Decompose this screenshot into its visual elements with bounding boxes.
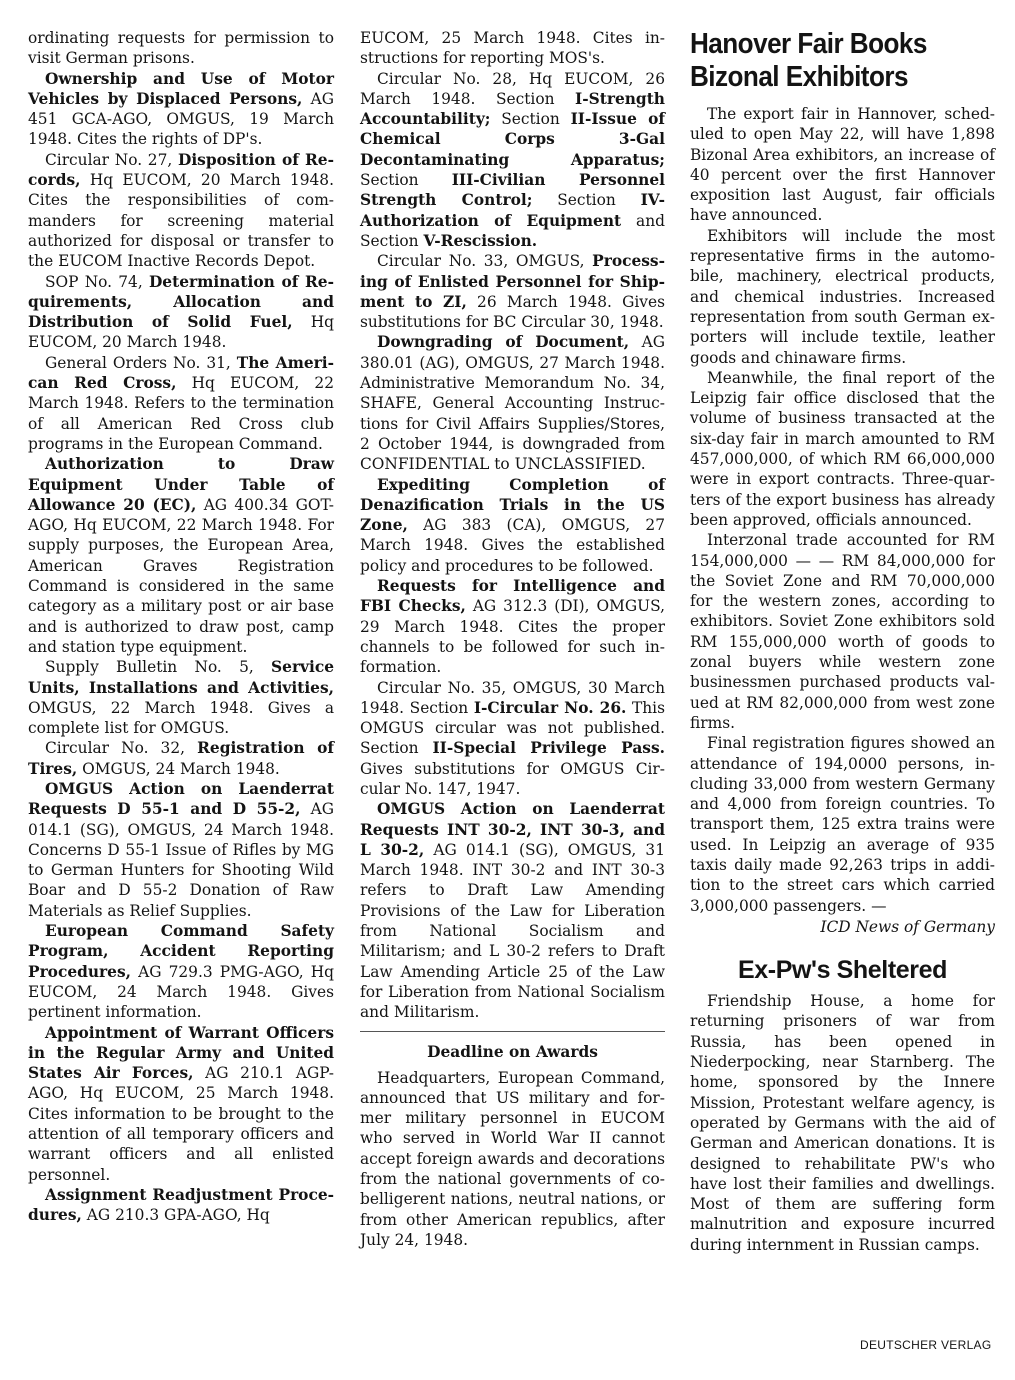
- paragraph: Circular No. 28, Hq EUCOM, 26 March 1948. Section I-Strength Accountability; Section II-Issue of Chemical Corps 3-Gal Decontaminating Apparatus; Section III-Civilian Personnel Strength Control; Section IV-Authorization of Equipment and Section V-Rescission.: [360, 69, 666, 250]
- item-heading: Registration of Tires,: [28, 739, 334, 778]
- item-heading: II-Special Privilege Pass.: [432, 739, 665, 758]
- paragraph: Circular No. 27, Disposition of Records, Hq EUCOM, 20 March 1948. Cites the responsibilities of commanders for screening material authorized for disposal or transfer to the EUCOM Inactive Records Depot.: [28, 150, 334, 271]
- paragraph: SOP No. 74, Determination of Requirements, Allocation and Distribution of Solid Fuel, Hq EUCOM, 20 March 1948.: [28, 272, 334, 352]
- paragraph: Meanwhile, the final report of the Leipzig fair office disclosed that the volume of business transacted at the six-day fair in march amounted to RM 457,000,000, of which RM 66,000,000 were in export contracts. Three-quarters of the export business has already been approved, officials announced.: [690, 368, 995, 529]
- paragraph: Expediting Completion of Denazification Trials in the US Zone, AG 383 (CA), OMGUS, 27 March 1948. Gives the established policy and procedures to be followed.: [360, 475, 665, 575]
- column-3: [690, 28, 995, 1255]
- item-heading: IV-Authorization of Equipment: [360, 191, 666, 230]
- paragraph: Circular No. 32, Registration of Tires, OMGUS, 24 March 1948.: [28, 739, 334, 778]
- paragraph: Exhibitors will include the most representative firms in the automobile, machinery, electrical products, and chemical industries. Increased representation from south German exporters will include textile, leather goods and chinaware firms.: [690, 226, 995, 367]
- paragraph: The export fair in Hannover, scheduled to open May 22, will have 1,898 Bizonal Area exhibitors, an increase of 40 percent over the first Hannover exposition last August, fair officials have announced.: [690, 105, 995, 225]
- paragraph: ordinating requests for permission to visit German prisons.: [28, 29, 334, 68]
- paragraph: Circular No. 35, OMGUS, 30 March 1948. Section I-Circular No. 26. This OMGUS circular was not published. Section II-Special Privilege Pass. Gives substitutions for OMGUS Circular No. 147, 1947.: [360, 678, 665, 798]
- paragraph: General Orders No. 31, The American Red Cross, Hq EUCOM, 22 March 1948. Refers to the termination of all American Red Cross club programs in the European Command.: [28, 353, 335, 453]
- item-heading: I-Circular No. 26.: [473, 698, 627, 717]
- paragraph: Headquarters, European Command, announced that US military and former military personnel in EUCOM who served in World War II cannot accept foreign awards and decorations from the national governments of co-belligerent nations, neutral nations, or from other American republics, after July 24, 1948.: [360, 1068, 665, 1249]
- item-heading: Downgrading of Document,: [377, 333, 630, 352]
- item-heading: I-Strength Accountability;: [360, 89, 665, 129]
- divider: [360, 1031, 665, 1032]
- article-headline: Hanover Fair Books Bizonal Exhibitors: [690, 28, 927, 93]
- item-heading: The American Red Cross,: [28, 353, 334, 393]
- item-heading: OMGUS Action on Laenderrat Requests D 55-1 and D 55-2,: [28, 779, 334, 819]
- item-heading: Ownership and Use of Motor Vehicles by Displaced Persons,: [28, 69, 334, 108]
- item-heading: Service Units, Installations and Activities,: [28, 658, 334, 697]
- item-heading: Determination of Requirements, Allocation and Distribution of Solid Fuel,: [28, 272, 334, 332]
- paragraph: OMGUS Action on Laenderrat Requests D 55-1 and D 55-2, AG 014.1 (SG), OMGUS, 24 March 1948. Concerns D 55-1 Issue of Rifles by MG to German Hunters for Shooting Wild Boar and D 55-2 Donation of Raw Materials as Relief Supplies.: [28, 779, 334, 920]
- section-title: Deadline on Awards: [427, 1042, 598, 1061]
- paragraph: Friendship House, a home for returning prisoners of war from Russia, has been opened in Niederpocking, near Starnberg. The home, sponsored by the Innere Mission, Protestant welfare agency, is operated by Germans with the aid of German and American donations. It is designed to rehabilitate PW's who have lost their families and dwellings. Most of them are suffering form malnutrition and exposure incurred during internment in Russian camps.: [690, 992, 995, 1254]
- paragraph: Final registration figures showed an attendance of 194,0000 persons, including 33,000 from western Germany and 4,000 from foreign countries. To transport them, 125 extra trains were used. In Leipzig an average of 935 taxis daily made 92,263 trips in addition to the street cars which carried 3,000,000 passengers. —: [690, 734, 995, 915]
- paragraph: Appointment of Warrant Officers in the Regular Army and United States Air Forces, AG 210.1 AGP-AGO, Hq EUCOM, 25 March 1948. Cites information to be brought to the attention of all temporary officers and warrant officers and all enlisted personnel.: [28, 1023, 334, 1184]
- item-heading: European Command Safety Program, Accident Reporting Procedures,: [28, 922, 334, 981]
- column-2: [360, 28, 665, 1250]
- column-1: [28, 28, 334, 1226]
- item-heading: Disposition of Records,: [28, 150, 334, 190]
- paragraph: Circular No. 33, OMGUS, Processing of Enlisted Personnel for Shipment to ZI, 26 March 1948. Gives substitutions for BC Circular 30, 1948.: [360, 252, 665, 332]
- publisher-imprint: DEUTSCHER VERLAG: [860, 1338, 992, 1352]
- item-heading: Processing of Enlisted Personnel for Shipment to ZI,: [360, 252, 665, 311]
- source-credit: ICD News of Germany: [820, 917, 995, 936]
- item-heading: II-Issue of Chemical Corps 3-Gal Decontaminating Apparatus;: [360, 110, 666, 169]
- paragraph: Requests for Intelligence and FBI Checks, AG 312.3 (DI), OMGUS, 29 March 1948. Cites the proper channels to be followed for such information.: [360, 577, 665, 677]
- item-heading: Requests for Intelligence and FBI Checks,: [360, 577, 665, 616]
- paragraph: Assignment Readjustment Procedures, AG 210.3 GPA-AGO, Hq: [28, 1185, 334, 1225]
- item-heading: Assignment Readjustment Procedures,: [28, 1185, 334, 1225]
- paragraph: European Command Safety Program, Accident Reporting Procedures, AG 729.3 PMG-AGO, Hq EUCOM, 24 March 1948. Gives pertinent information.: [28, 922, 334, 1022]
- item-heading: Appointment of Warrant Officers in the Regular Army and United States Air Forces,: [28, 1023, 334, 1083]
- paragraph: OMGUS Action on Laenderrat Requests INT 30-2, INT 30-3, and L 30-2, AG 014.1 (SG), OMGUS, 31 March 1948. INT 30-2 and INT 30-3 refers to Draft Law Amending Provisions of the Law for Liberation from National Socialism and Militarism; and L 30-2 refers to Draft Law Amending Article 25 of the Law for Liberation from National Socialism and Militarism.: [360, 800, 665, 1022]
- item-heading: Authorization to Draw Equipment Under Table of Allowance 20 (EC),: [28, 455, 334, 514]
- paragraph: EUCOM, 25 March 1948. Cites instructions for reporting MOS's.: [360, 29, 665, 68]
- paragraph: Supply Bulletin No. 5, Service Units, Installations and Activities, OMGUS, 22 March 1948. Gives a complete list for OMGUS.: [28, 658, 334, 738]
- paragraph: Interzonal trade accounted for RM 154,000,000 — — RM 84,000,000 for the Soviet Zone and RM 70,000,000 for the western zones, according to exhibitors. Soviet Zone exhibitors sold RM 155,000,000 worth of goods to zonal buyers while western zone businessmen purchased products valued at RM 82,000,000 from west zone firms.: [690, 531, 995, 732]
- item-heading: V-Rescission.: [423, 231, 538, 250]
- item-heading: Expediting Completion of Denazification Trials in the US Zone,: [360, 475, 665, 535]
- paragraph: Downgrading of Document, AG 380.01 (AG), OMGUS, 27 March 1948. Administrative Memorandum No. 34, SHAFE, General Accounting Instructions for Civil Affairs Supplies/Stores, 2 October 1944, is downgraded from CONFIDENTIAL to UNCLASSIFIED.: [360, 333, 665, 474]
- item-heading: OMGUS Action on Laenderrat Requests INT 30-2, INT 30-3, and L 30-2,: [360, 800, 665, 859]
- paragraph: Ownership and Use of Motor Vehicles by Displaced Persons, AG 451 GCA-AGO, OMGUS, 19 March 1948. Cites the rights of DP's.: [28, 69, 334, 149]
- paragraph: Authorization to Draw Equipment Under Table of Allowance 20 (EC), AG 400.34 GOT-AGO, Hq EUCOM, 22 March 1948. For supply purposes, the European Area, American Graves Registration Command is considered in the same category as a military post or air base and is authorized to draw post, camp and station type equipment.: [28, 455, 334, 656]
- item-heading: III-Civilian Personnel Strength Control;: [360, 171, 666, 210]
- article-headline: Ex-Pw's Sheltered: [738, 956, 947, 985]
